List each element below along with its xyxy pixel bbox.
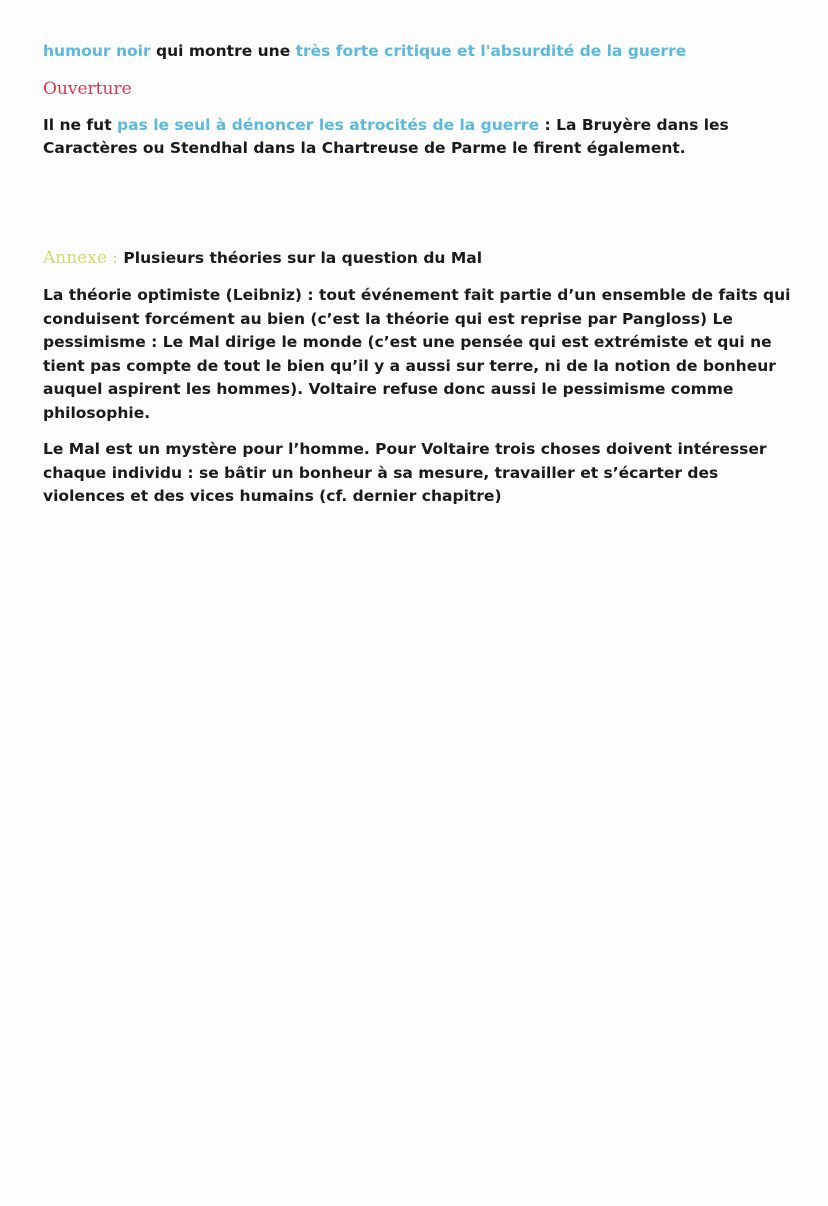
annexe-label: Annexe :: [43, 247, 124, 268]
highlight-humour-noir: humour noir: [43, 42, 151, 60]
highlight-critique: très forte critique et l'absurdité de la guerre: [295, 42, 687, 60]
document-page: [43, 40, 793, 509]
ouverture-heading: Ouverture: [43, 78, 132, 99]
highlight-atrocites: pas le seul à dénoncer les atrocités de la guerre: [117, 115, 540, 134]
annexe-paragraph-2: Le Mal est un mystère pour l’homme. Pour Voltaire trois choses doivent intéresser chaque individu : se bâtir un bonheur à sa mesure, travailler et s’écarter des violences et des vices humains (cf. dernier chapitre): [43, 440, 767, 505]
annexe-paragraph-1: La théorie optimiste (Leibniz) : tout événement fait partie d’un ensemble de faits qui conduisent forcément au bien (c’est la théorie qui est reprise par Pangloss) Le pessimisme : Le Mal dirige le monde (c’est une pensée qui est extrémiste et qui ne tient pas compte de tout le bien qu’il y a aussi sur terre, ni de la notion de bonheur auquel aspirent les hommes). Voltaire refuse donc aussi le pessimisme comme philosophie.: [43, 286, 791, 422]
intro-line: [43, 40, 793, 64]
intro-text: qui montre une: [150, 42, 296, 60]
annexe-heading: [43, 247, 793, 271]
ouverture-paragraph: [43, 114, 793, 161]
ouverture-text-start: Il ne fut: [43, 115, 118, 134]
annexe-title: Plusieurs théories sur la question du Mal: [123, 248, 483, 267]
ouverture-text-end: : La Bruyère dans les Caractères ou Stendhal dans la Chartreuse de Parme le firent également.: [43, 115, 729, 157]
